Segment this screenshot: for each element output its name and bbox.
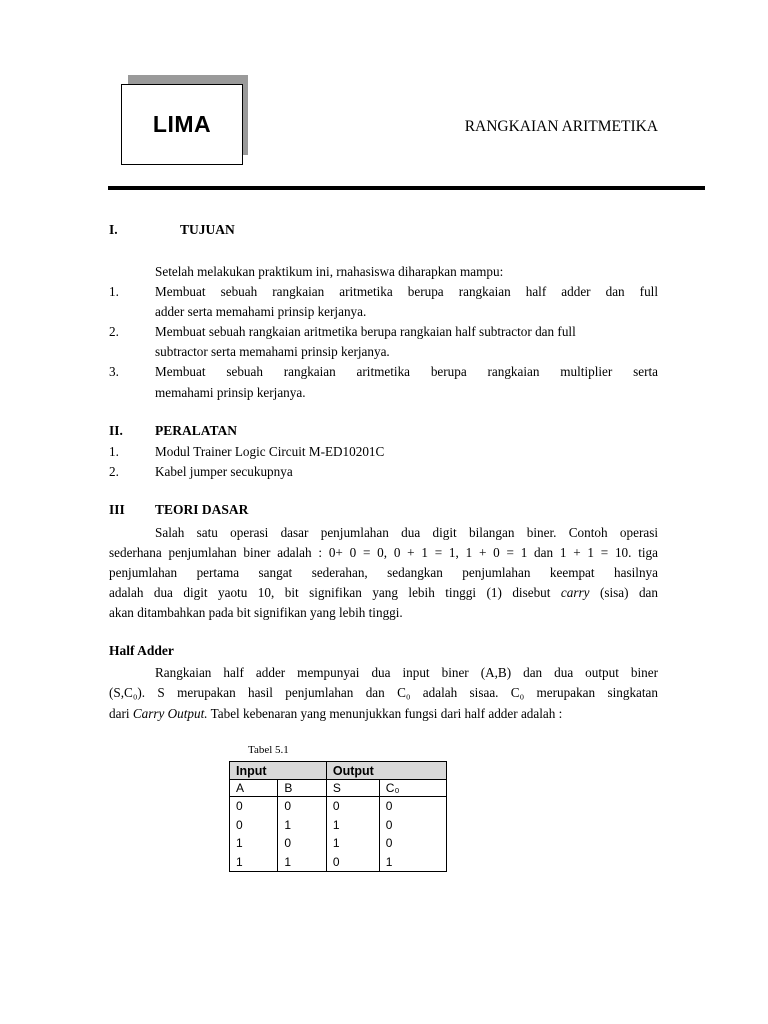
table-column-header-row <box>230 780 447 797</box>
paragraph-line: penjumlahan pertama sangat sederahan, sedangkan penjumlahan keempat hasilnya <box>109 565 658 580</box>
table-column-header: B <box>278 780 326 797</box>
paragraph-text: adalah dua digit yaotu 10, bit signifikan yang lebih tinggi (1) disebut <box>109 585 551 600</box>
table-cell: 0 <box>379 816 446 835</box>
section1-number: I. <box>109 222 118 237</box>
paragraph-line: Rangkaian half adder mempunyai dua input biner (A,B) dan dua output biner <box>155 665 658 680</box>
table-row <box>230 797 447 816</box>
table-group-output: Output <box>326 762 446 780</box>
list-item-number: 2. <box>109 464 119 479</box>
paragraph-line: akan ditambahkan pada bit signifikan yang lebih tinggi. <box>109 605 403 620</box>
list-item-number: 1. <box>109 284 119 299</box>
table-cell: 1 <box>326 816 379 835</box>
table-cell: 1 <box>278 853 326 872</box>
table-cell: 1 <box>326 834 379 853</box>
table-cell: 0 <box>326 853 379 872</box>
table-group-input: Input <box>230 762 327 780</box>
table-cell: 0 <box>379 834 446 853</box>
list-item-text: Modul Trainer Logic Circuit M-ED10201C <box>155 444 385 459</box>
section3-number: III <box>109 502 125 517</box>
chapter-title: RANGKAIAN ARITMETIKA <box>464 118 658 135</box>
table-cell: 0 <box>379 797 446 816</box>
chapter-label: LIMA <box>152 111 212 137</box>
section1-intro: Setelah melakukan praktikum ini, rnahasiswa diharapkan mampu: <box>155 264 504 279</box>
table-cell: 0 <box>230 816 278 835</box>
table-column-header: A <box>230 780 278 797</box>
list-item-line: Membuat sebuah rangkaian aritmetika berupa rangkaian half subtractor dan full <box>155 324 576 339</box>
list-item-line: subtractor serta memahami prinsip kerjanya. <box>155 344 390 359</box>
list-item-line: memahami prinsip kerjanya. <box>155 385 306 400</box>
table-column-header: C₀ <box>379 780 446 797</box>
table-cell: 1 <box>230 834 278 853</box>
table-caption: Tabel 5.1 <box>248 744 289 756</box>
table-row <box>230 816 447 835</box>
emphasis-text: carry <box>560 585 590 600</box>
table-cell: 0 <box>278 834 326 853</box>
list-item-line: adder serta memahami prinsip kerjanya. <box>155 304 367 319</box>
paragraph-text: Tabel kebenaran yang menunjukkan fungsi dari half adder adalah : <box>210 706 563 721</box>
table-cell: 1 <box>278 816 326 835</box>
table-cell: 0 <box>326 797 379 816</box>
table-row <box>230 853 447 872</box>
list-item-number: 1. <box>109 444 119 459</box>
section3-heading: TEORI DASAR <box>155 502 249 517</box>
table-group-header-row <box>230 762 447 780</box>
chapter-box <box>121 84 243 165</box>
emphasis-text: Carry Output. <box>132 706 208 721</box>
table-row <box>230 834 447 853</box>
paragraph-line: sederhana penjumlahan biner adalah : 0+ 0 = 0, 0 + 1 = 1, 1 + 0 = 1 dan 1 + 1 = 10. tiga <box>109 545 658 560</box>
half-adder-heading: Half Adder <box>109 643 174 658</box>
section1-heading: TUJUAN <box>180 222 235 237</box>
list-item-number: 3. <box>109 364 119 379</box>
table-cell: 1 <box>230 853 278 872</box>
paragraph-line: (S,C₀). S merupakan hasil penjumlahan dan C₀ adalah sisaa. C₀ merupakan singkatan <box>109 685 658 700</box>
table-cell: 1 <box>379 853 446 872</box>
list-item-text: Kabel jumper secukupnya <box>155 464 293 479</box>
list-item-line: Membuat sebuah rangkaian aritmetika berupa rangkaian multiplier serta <box>155 364 658 379</box>
paragraph-line <box>109 704 562 724</box>
paragraph-line: Salah satu operasi dasar penjumlahan dua digit bilangan biner. Contoh operasi <box>155 525 658 540</box>
section2-heading: PERALATAN <box>155 423 238 438</box>
list-item-line: Membuat sebuah rangkaian aritmetika berupa rangkaian half adder dan full <box>155 284 658 299</box>
table-column-header: S <box>326 780 379 797</box>
section2-number: II. <box>109 423 123 438</box>
paragraph-line <box>109 583 658 603</box>
list-item-number: 2. <box>109 324 119 339</box>
table-cell: 0 <box>278 797 326 816</box>
truth-table <box>229 761 447 872</box>
paragraph-text: dari <box>109 706 130 721</box>
table-cell: 0 <box>230 797 278 816</box>
header-rule <box>108 186 705 190</box>
paragraph-text: (sisa) dan <box>599 585 659 600</box>
